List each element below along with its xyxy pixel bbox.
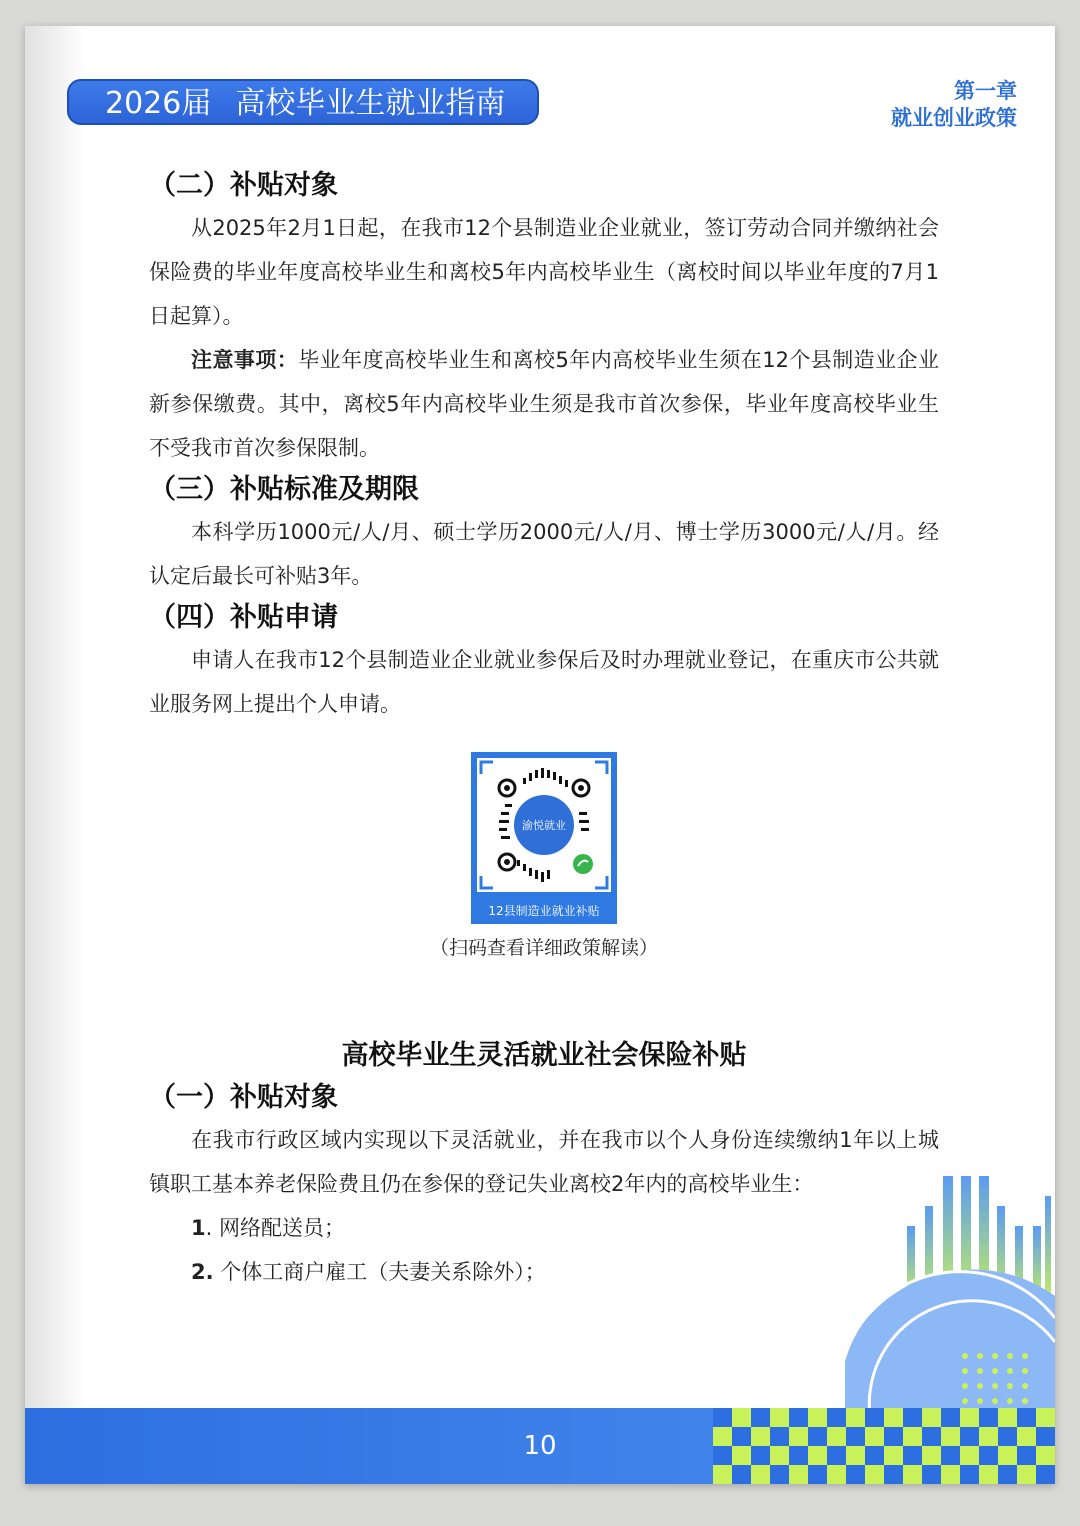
- list-item-2-text: 个体工商户雇工（夫妻关系除外）；: [213, 1260, 546, 1284]
- list-item-1: [149, 1206, 939, 1250]
- qr-caption: 12县制造业就业补贴: [488, 904, 600, 918]
- header-banner: [67, 79, 539, 125]
- list-item-2: [149, 1250, 939, 1294]
- section-heading-target-2: （一）补贴对象: [149, 1082, 338, 1113]
- chapter-number: 第一章: [954, 79, 1017, 103]
- page-number: 10: [523, 1431, 557, 1461]
- qr-code-icon: [477, 758, 611, 892]
- section-heading-standard: （三）补贴标准及期限: [149, 474, 419, 505]
- page-fold-shadow: [25, 26, 85, 1484]
- section-heading-apply: （四）补贴申请: [149, 602, 338, 633]
- note-label: 注意事项：: [191, 348, 299, 372]
- section-title-flexible-employment: 高校毕业生灵活就业社会保险补贴: [341, 1040, 747, 1071]
- note-text: 毕业年度高校毕业生和离校5年内高校毕业生须在12个县制造业企业新参保缴费。其中，离校5年内高校毕业生须是我市首次参保，毕业年度高校毕业生不受我市首次参保限制。: [149, 348, 939, 460]
- paragraph-target-2: 在我市行政区域内实现以下灵活就业，并在我市以个人身份连续缴纳1年以上城镇职工基本养老保险费且仍在参保的登记失业离校2年内的高校毕业生：: [149, 1128, 939, 1196]
- chapter-title: 就业创业政策: [891, 106, 1017, 130]
- list-item-1-text: . 网络配送员；: [205, 1216, 345, 1240]
- header-year: 2026届: [105, 86, 212, 121]
- qr-note: （扫码查看详细政策解读）: [429, 937, 658, 959]
- paragraph-standard: 本科学历1000元/人/月、硕士学历2000元/人/月、博士学历3000元/人/月。经认定后最长可补贴3年。: [149, 520, 939, 588]
- chapter-label: [891, 78, 1017, 132]
- paragraph-target: 从2025年2月1日起，在我市12个县制造业企业就业，签订劳动合同并缴纳社会保险费的毕业年度高校毕业生和离校5年内高校毕业生（离校时间以毕业年度的7月1日起算）。: [149, 216, 939, 328]
- qr-center-label: 渝悦就业: [522, 819, 566, 832]
- document-page: [25, 26, 1055, 1484]
- main-content: [149, 166, 939, 1294]
- paragraph-apply: 申请人在我市12个县制造业企业就业参保后及时办理就业登记，在重庆市公共就业服务网上提出个人申请。: [149, 648, 939, 716]
- qr-code-card: [471, 752, 617, 924]
- qr-code-image: [477, 758, 611, 892]
- section-heading-target: （二）补贴对象: [149, 170, 338, 201]
- header-title: 高校毕业生就业指南: [235, 86, 506, 121]
- paragraph-note: [149, 338, 939, 470]
- list-item-1-number: 1: [191, 1216, 206, 1240]
- list-item-2-number: 2.: [191, 1260, 214, 1284]
